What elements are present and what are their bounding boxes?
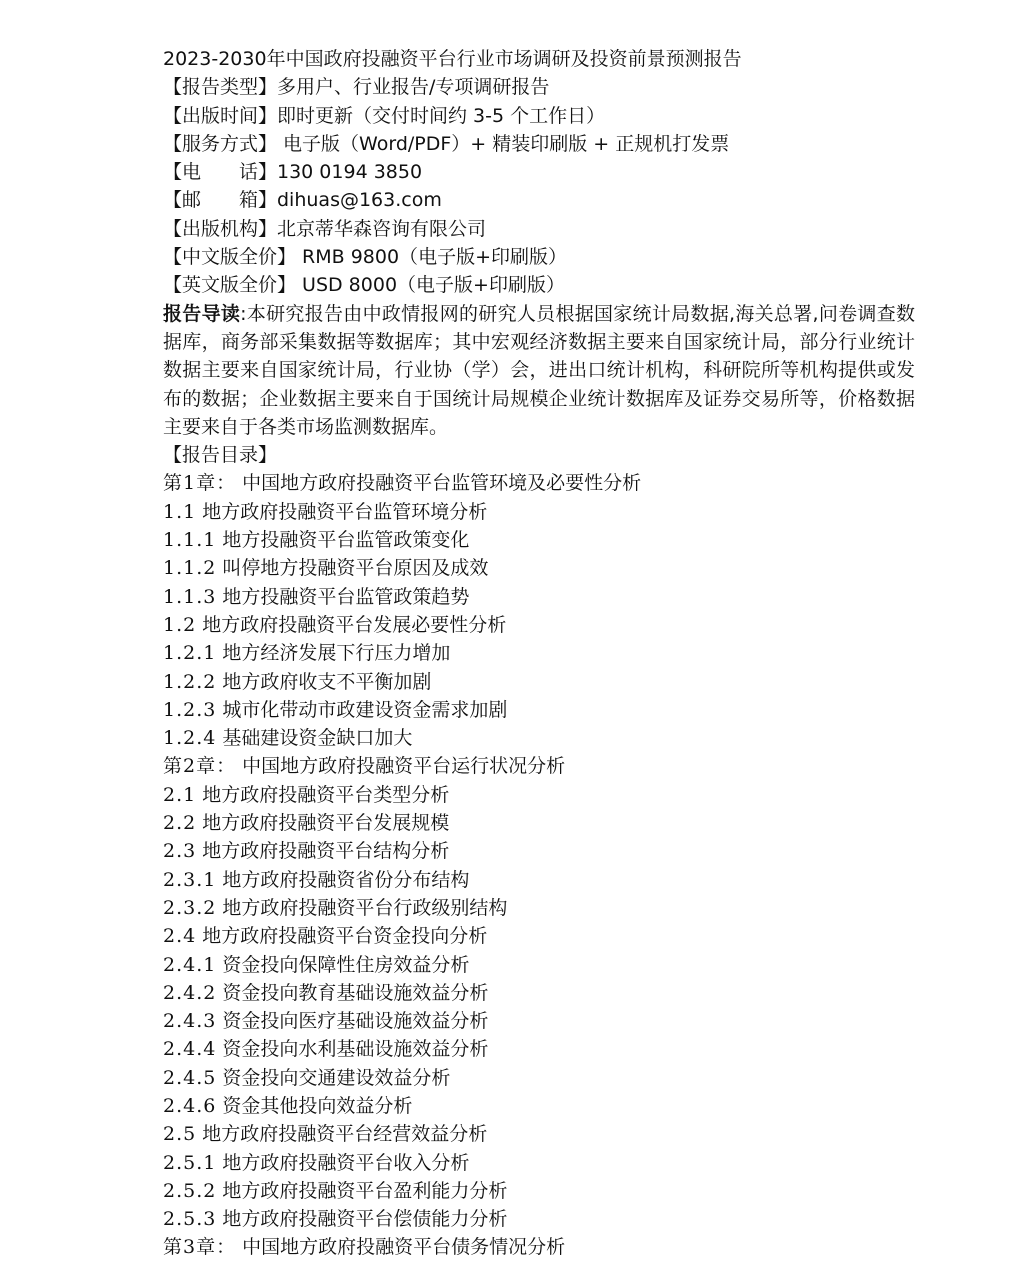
field-publish-time: 【出版时间】即时更新（交付时间约 3-5 个工作日） [163,104,606,127]
toc-item-number: 2.4.5 [163,1066,217,1089]
document-page [163,45,923,1262]
report-title: 2023-2030年中国政府投融资平台行业市场调研及投资前景预测报告 [163,48,742,70]
toc-item-number: 2.5.3 [163,1208,217,1231]
intro-text: :本研究报告由中政情报网的研究人员根据国家统计局数据,海关总署,问卷调查数据库，商务部采集数据等数据库；其中宏观经济数据主要来自国家统计局，部分行业统计数据主要来自国家统计局，行业协（学）会，进出口统计机构，科研院所等机构提供或发布的数据；企业数据主要来自于国统计局规模企业统计数据库及证券交易所等，价格数据主要来自于各类市场监测数据库。 [163,302,915,438]
field-phone: 【电 话】130 0194 3850 [163,161,423,184]
toc-item-number: 2.5.1 [163,1151,217,1174]
toc-item [163,781,923,809]
toc-item-number: 2.2 [163,812,197,835]
toc-item [163,1064,923,1092]
toc-item-number: 2.3.1 [163,868,217,891]
toc-item-number: 2.4.4 [163,1038,217,1061]
toc-item [163,1092,923,1120]
toc-item [163,1177,923,1205]
toc-item [163,611,923,639]
toc-item-number: 2.5 [163,1123,197,1146]
toc-item-number: 2.4.6 [163,1094,217,1117]
toc-item-number: 2.3.2 [163,896,217,919]
toc-item-title: 地方政府投融资平台结构分析 [202,840,450,863]
toc-item-number: 2.4.3 [163,1010,217,1033]
toc-item-title: 地方政府投融资平台监管环境分析 [202,500,488,523]
toc-item-title: 城市化带动市政建设资金需求加剧 [222,698,508,721]
toc-item-title: 地方政府投融资平台行政级别结构 [222,896,508,919]
toc-item [163,639,923,667]
toc-item-title: 资金投向保障性住房效益分析 [222,953,470,976]
toc-item-number: 1.2.3 [163,698,217,721]
toc-item-title: 资金其他投向效益分析 [222,1094,413,1117]
toc-item [163,1233,923,1261]
toc-item-number: 1.1.3 [163,585,217,608]
toc-item-title: 地方政府投融资平台经营效益分析 [202,1123,488,1146]
toc-item-number: 2.3 [163,840,197,863]
intro-label: 报告导读 [163,302,241,325]
toc-item-number: 第2章： [163,755,237,778]
toc-item [163,526,923,554]
toc-item-title: 地方政府投融资省份分布结构 [222,868,470,891]
toc-item [163,469,923,497]
toc-item-title: 资金投向教育基础设施效益分析 [222,981,489,1004]
toc-item-title: 中国地方政府投融资平台运行状况分析 [242,755,566,778]
toc-item [163,1120,923,1148]
toc-list [163,469,923,1261]
toc-item [163,668,923,696]
toc-item-title: 地方政府投融资平台偿债能力分析 [222,1208,508,1231]
toc-item [163,1205,923,1233]
toc-item-title: 地方政府投融资平台资金投向分析 [202,925,488,948]
toc-item-number: 1.1.1 [163,529,217,552]
toc-item-number: 第3章： [163,1236,237,1259]
toc-item [163,724,923,752]
toc-item-number: 2.5.2 [163,1179,217,1202]
toc-item [163,951,923,979]
toc-item [163,837,923,865]
toc-item [163,1035,923,1063]
toc-item-title: 中国地方政府投融资平台债务情况分析 [242,1236,566,1259]
toc-item [163,894,923,922]
toc-item-number: 第1章： [163,472,237,495]
toc-item [163,809,923,837]
toc-item-title: 地方投融资平台监管政策变化 [222,529,470,552]
toc-item [163,1149,923,1177]
toc-item-title: 地方投融资平台监管政策趋势 [222,585,470,608]
field-publisher: 【出版机构】北京蒂华森咨询有限公司 [163,217,487,240]
toc-item-title: 地方政府投融资平台发展规模 [202,812,450,835]
toc-item [163,979,923,1007]
toc-item-title: 地方政府收支不平衡加剧 [222,670,432,693]
toc-item [163,866,923,894]
field-price-cn: 【中文版全价】 RMB 9800（电子版+印刷版） [163,246,567,269]
toc-item [163,1007,923,1035]
toc-item-number: 2.1 [163,783,197,806]
toc-item [163,922,923,950]
toc-item-title: 资金投向医疗基础设施效益分析 [222,1010,489,1033]
field-email: 【邮 箱】dihuas@163.com [163,189,442,212]
toc-item-title: 叫停地方投融资平台原因及成效 [222,557,489,580]
toc-item-title: 中国地方政府投融资平台监管环境及必要性分析 [242,472,642,495]
toc-item-number: 1.1 [163,500,197,523]
field-price-en: 【英文版全价】 USD 8000（电子版+印刷版） [163,274,565,297]
field-service-mode: 【服务方式】 电子版（Word/PDF）+ 精装印刷版 + 正规机打发票 [163,132,730,155]
toc-item-title: 地方经济发展下行压力增加 [222,642,451,665]
report-intro [163,300,915,441]
toc-item [163,498,923,526]
toc-heading: 【报告目录】 [163,444,278,467]
toc-item-title: 地方政府投融资平台盈利能力分析 [222,1179,508,1202]
toc-item-number: 1.2.4 [163,727,217,750]
toc-item-number: 2.4.2 [163,981,217,1004]
toc-item-title: 地方政府投融资平台发展必要性分析 [202,613,507,636]
toc-item-number: 1.2.2 [163,670,217,693]
toc-item-number: 1.2 [163,613,197,636]
toc-item [163,696,923,724]
toc-item-title: 基础建设资金缺口加大 [222,727,413,750]
toc-item-number: 1.2.1 [163,642,217,665]
toc-item-number: 2.4.1 [163,953,217,976]
report-header [163,45,923,300]
toc-item-number: 2.4 [163,925,197,948]
toc-item [163,554,923,582]
toc-item-title: 资金投向水利基础设施效益分析 [222,1038,489,1061]
toc-item [163,583,923,611]
toc-item-title: 资金投向交通建设效益分析 [222,1066,451,1089]
field-report-type: 【报告类型】多用户、行业报告/专项调研报告 [163,76,550,99]
toc-item-title: 地方政府投融资平台类型分析 [202,783,450,806]
toc-item [163,752,923,780]
toc-item-number: 1.1.2 [163,557,217,580]
toc-item-title: 地方政府投融资平台收入分析 [222,1151,470,1174]
